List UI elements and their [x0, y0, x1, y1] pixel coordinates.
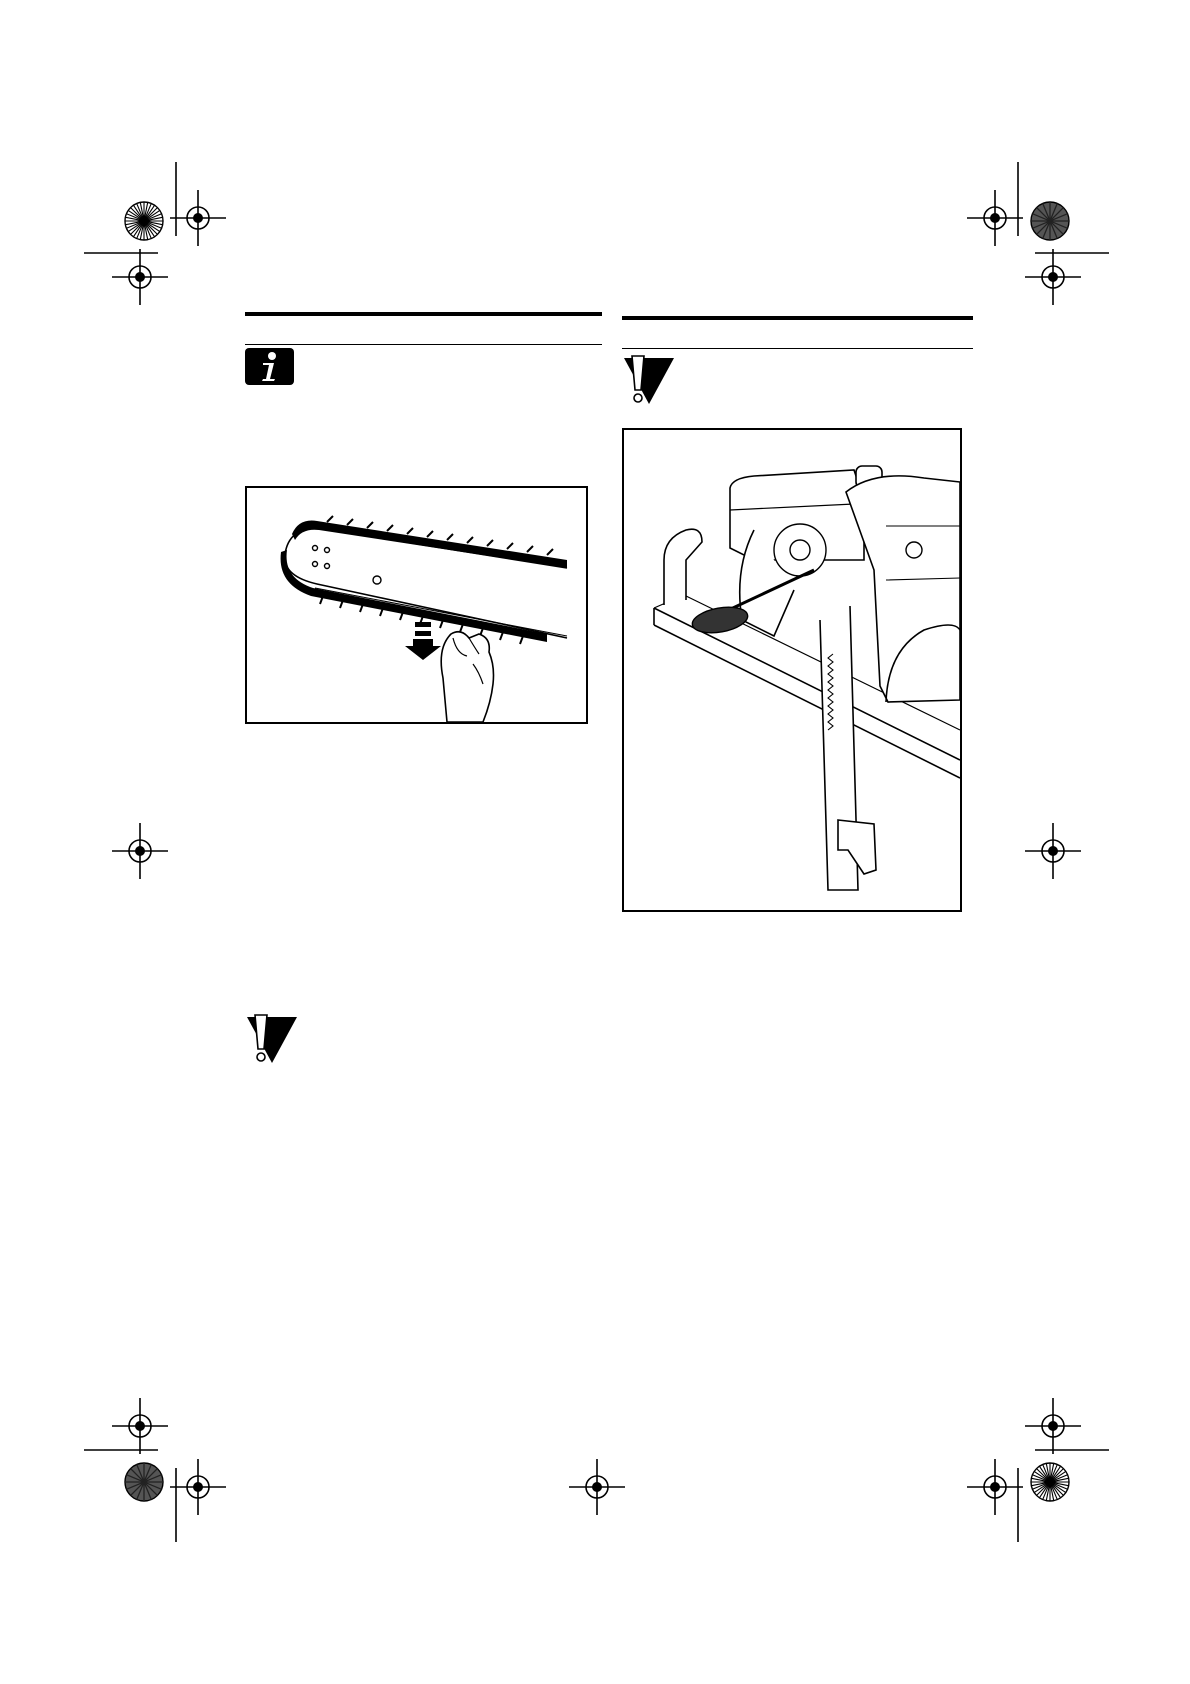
warning-icon — [622, 354, 674, 406]
registration-mark-icon — [1025, 823, 1081, 879]
registration-mark-icon — [1025, 1398, 1081, 1454]
registration-mark-icon — [569, 1459, 625, 1515]
info-icon — [245, 348, 294, 385]
color-wheel-icon — [125, 202, 163, 240]
color-wheel-icon — [1031, 1463, 1069, 1501]
section-rule-thin — [245, 344, 602, 345]
section-rule-thick — [245, 312, 602, 316]
section-rule-thin — [622, 348, 973, 349]
color-wheel-icon — [1031, 202, 1069, 240]
figure-chain — [245, 486, 588, 724]
registration-mark-icon — [170, 190, 226, 246]
chain-icon — [247, 488, 586, 722]
arrow-down-icon — [405, 622, 441, 660]
warning-icon — [245, 1013, 297, 1065]
registration-mark-icon — [170, 1459, 226, 1515]
registration-mark-icon — [967, 190, 1023, 246]
registration-mark-icon — [112, 249, 168, 305]
registration-mark-icon — [967, 1459, 1023, 1515]
sharpener-icon — [624, 430, 960, 910]
registration-mark-icon — [1025, 249, 1081, 305]
registration-mark-icon — [112, 823, 168, 879]
figure-sharpener — [622, 428, 962, 912]
color-wheel-icon — [125, 1463, 163, 1501]
section-rule-thick — [622, 316, 973, 320]
registration-mark-icon — [112, 1398, 168, 1454]
